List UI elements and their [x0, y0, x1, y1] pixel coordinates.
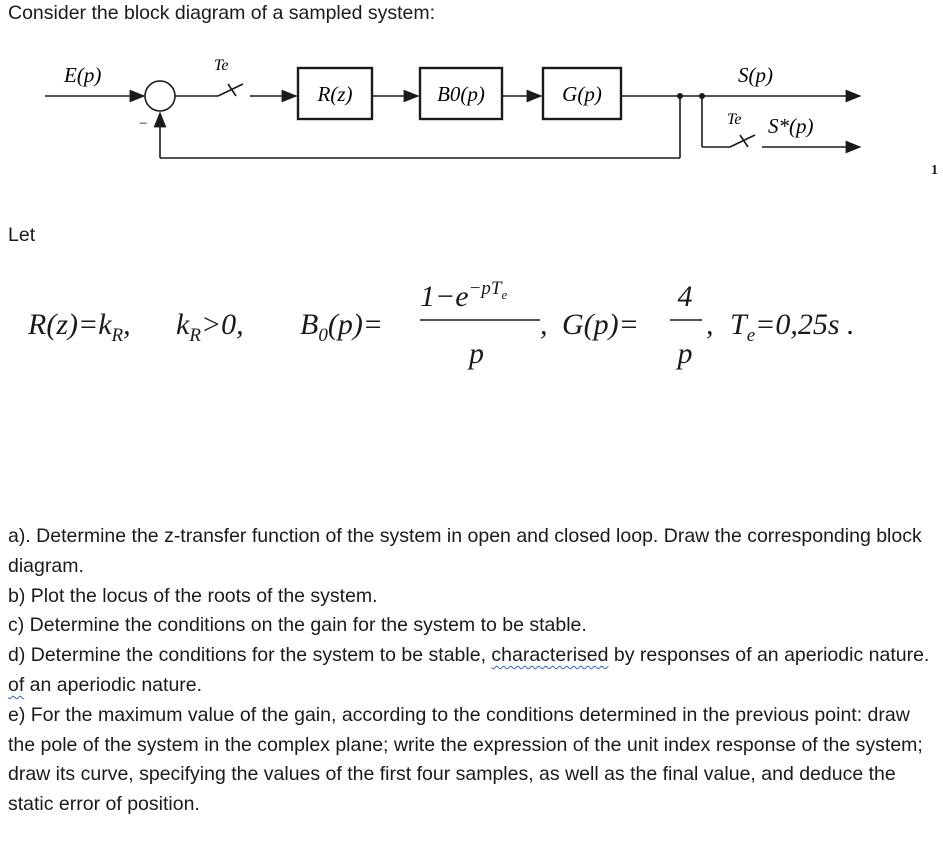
- svg-text:Te=0,25s .: $T_e=0,25s$ .: [730, 308, 855, 346]
- output-sampler-switch: [730, 135, 755, 147]
- question-d: d) Determine the conditions for the system to be stable, characterised by responses of an aperiodic nature.: [8, 644, 930, 667]
- g-numerator: 4: [677, 280, 693, 313]
- system-equation: [0, 268, 943, 378]
- side-mark: 1: [931, 163, 938, 178]
- sep-2: ,: [540, 308, 548, 341]
- page-title: Consider the block diagram of a sampled system:: [8, 2, 436, 24]
- gain-condition: k: [176, 308, 190, 341]
- output-label: S(p): [738, 63, 773, 87]
- b0-denominator: p: [469, 337, 484, 370]
- svg-text:kR>0,: $k_R>0$,: [176, 308, 244, 346]
- sep-3: ,: [706, 308, 714, 341]
- svg-text:B0(p)=: $B_0(p)=$: [300, 308, 384, 346]
- question-d-repeat: of an aperiodic nature.: [8, 673, 203, 696]
- g-denominator: p: [677, 337, 693, 370]
- feedback-sign: −: [138, 116, 149, 132]
- svg-text:R(z)=kR,: $R(z)=k_R$,: [28, 308, 131, 346]
- input-sampler-label: Te: [214, 57, 229, 74]
- spellcheck-word-of[interactable]: of: [8, 673, 25, 696]
- b0-definition: B: [300, 308, 319, 341]
- output-sampler-label: Te: [727, 111, 742, 128]
- summing-junction: [145, 81, 175, 111]
- question-e: e) For the maximum value of the gain, according to the conditions determined in the previous point: draw the pole of the system in the complex plane; write the expression of the unit index response of the system; draw its curve, specifying the values of the first four samples, as well as the final value, and deduce the static error of position.: [8, 703, 923, 816]
- g-definition: G(p)=: [562, 308, 639, 341]
- question-c: c) Determine the conditions on the gain for the system to be stable.: [8, 614, 587, 637]
- input-sampler-switch: [218, 84, 243, 96]
- spellcheck-word[interactable]: characterised: [491, 644, 609, 667]
- block-r-label: R(z): [317, 82, 353, 106]
- sampled-output-label: S*(p): [768, 114, 814, 138]
- b0-numerator: 1−e: [420, 280, 469, 313]
- let-label: Let: [8, 224, 36, 246]
- block-b0-label: B0(p): [437, 82, 485, 106]
- block-g-label: G(p): [562, 82, 602, 106]
- svg-text:1−e−pTe: $1-e^{-pT}e$: [420, 278, 508, 313]
- question-a: a). Determine the z-transfer function of the system in open and closed loop. Draw the corresponding block diagram.: [8, 525, 922, 577]
- sampling-period: T: [730, 308, 747, 341]
- input-label: E(p): [64, 63, 102, 87]
- questions: [8, 522, 938, 820]
- r-definition: R(z)=k: [28, 308, 112, 341]
- block-diagram: [0, 40, 943, 210]
- question-b: b) Plot the locus of the roots of the system.: [8, 584, 378, 607]
